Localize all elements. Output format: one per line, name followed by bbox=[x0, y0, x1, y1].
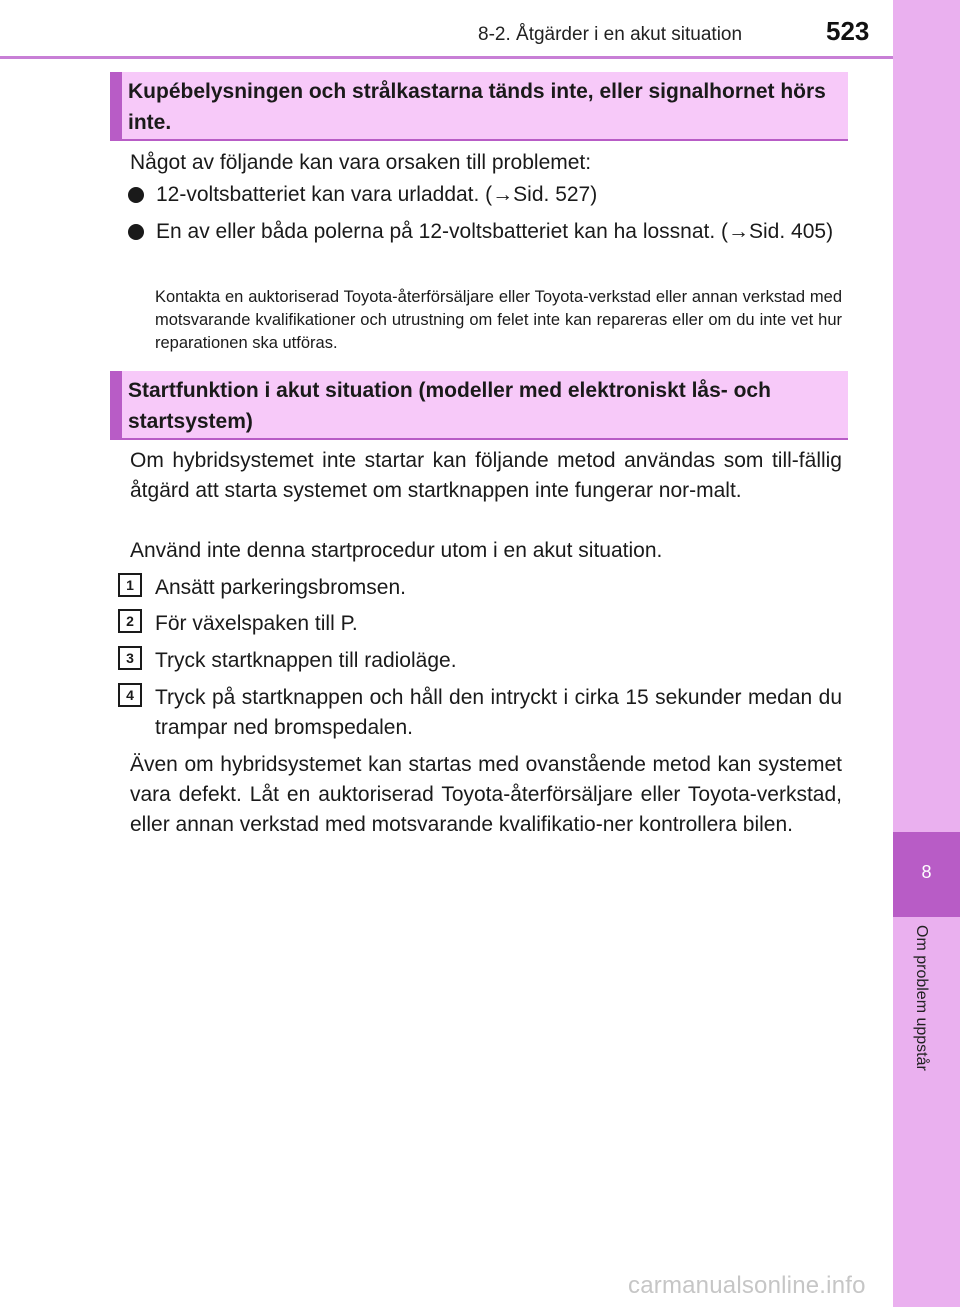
section-heading-emergency-start: Startfunktion i akut situation (modeller med elektroniskt lås- och startsystem) bbox=[110, 371, 848, 440]
step-text: Tryck startknappen till radioläge. bbox=[155, 649, 457, 672]
step-number-badge: 1 bbox=[118, 573, 142, 597]
closing-paragraph: Även om hybridsystemet kan startas med ovanstående metod kan systemet vara defekt. Låt en auktoriserad Toyota-återförsäljare eller Toyota-verkstad, eller annan verkstad med motsvarande kvalifikatio-ner kontrollera bilen. bbox=[130, 753, 842, 836]
chapter-number-tab: 8 bbox=[893, 832, 960, 917]
list-item bbox=[128, 180, 842, 210]
step-text: För växelspaken till P. bbox=[155, 612, 358, 635]
step-text: Ansätt parkeringsbromsen. bbox=[155, 576, 406, 599]
step-text: Tryck på startknappen och håll den intryckt i cirka 15 sekunder medan du trampar ned bromspedalen. bbox=[155, 686, 842, 739]
section2-intro: Om hybridsystemet inte startar kan följande metod användas som till-fällig åtgärd att starta systemet om startknappen inte fungerar nor-malt. bbox=[130, 449, 842, 502]
step-number-badge: 4 bbox=[118, 683, 142, 707]
bullet-text: 12-voltsbatteriet kan vara urladdat. (→Sid. 527) bbox=[156, 183, 598, 206]
bullet-icon bbox=[128, 224, 144, 240]
section-title: 8-2. Åtgärder i en akut situation bbox=[478, 24, 743, 45]
section-heading-lights: Kupébelysningen och strålkastarna tänds inte, eller signalhornet hörs inte. bbox=[110, 72, 848, 141]
chapter-label: Om problem uppstår bbox=[913, 925, 930, 1071]
watermark: carmanualsonline.info bbox=[628, 1272, 866, 1299]
service-note: Kontakta en auktoriserad Toyota-återförsäljare eller Toyota-verkstad eller annan verkstad med motsvarande kvalifikationer och utrustning om felet inte kan repareras eller om du inte vet hur reparationen ska utföras. bbox=[155, 288, 842, 352]
emergency-warning: Använd inte denna startprocedur utom i en akut situation. bbox=[130, 539, 663, 562]
section1-intro: Något av följande kan vara orsaken till problemet: bbox=[130, 151, 592, 174]
step-number-badge: 2 bbox=[118, 609, 142, 633]
bullet-icon bbox=[128, 187, 144, 203]
header-divider bbox=[0, 56, 893, 59]
list-item bbox=[128, 217, 842, 277]
page-number: 523 bbox=[826, 16, 870, 46]
step-number-badge: 3 bbox=[118, 646, 142, 670]
bullet-text: En av eller båda polerna på 12-voltsbatteriet kan ha lossnat. (→Sid. 405) bbox=[156, 220, 834, 243]
